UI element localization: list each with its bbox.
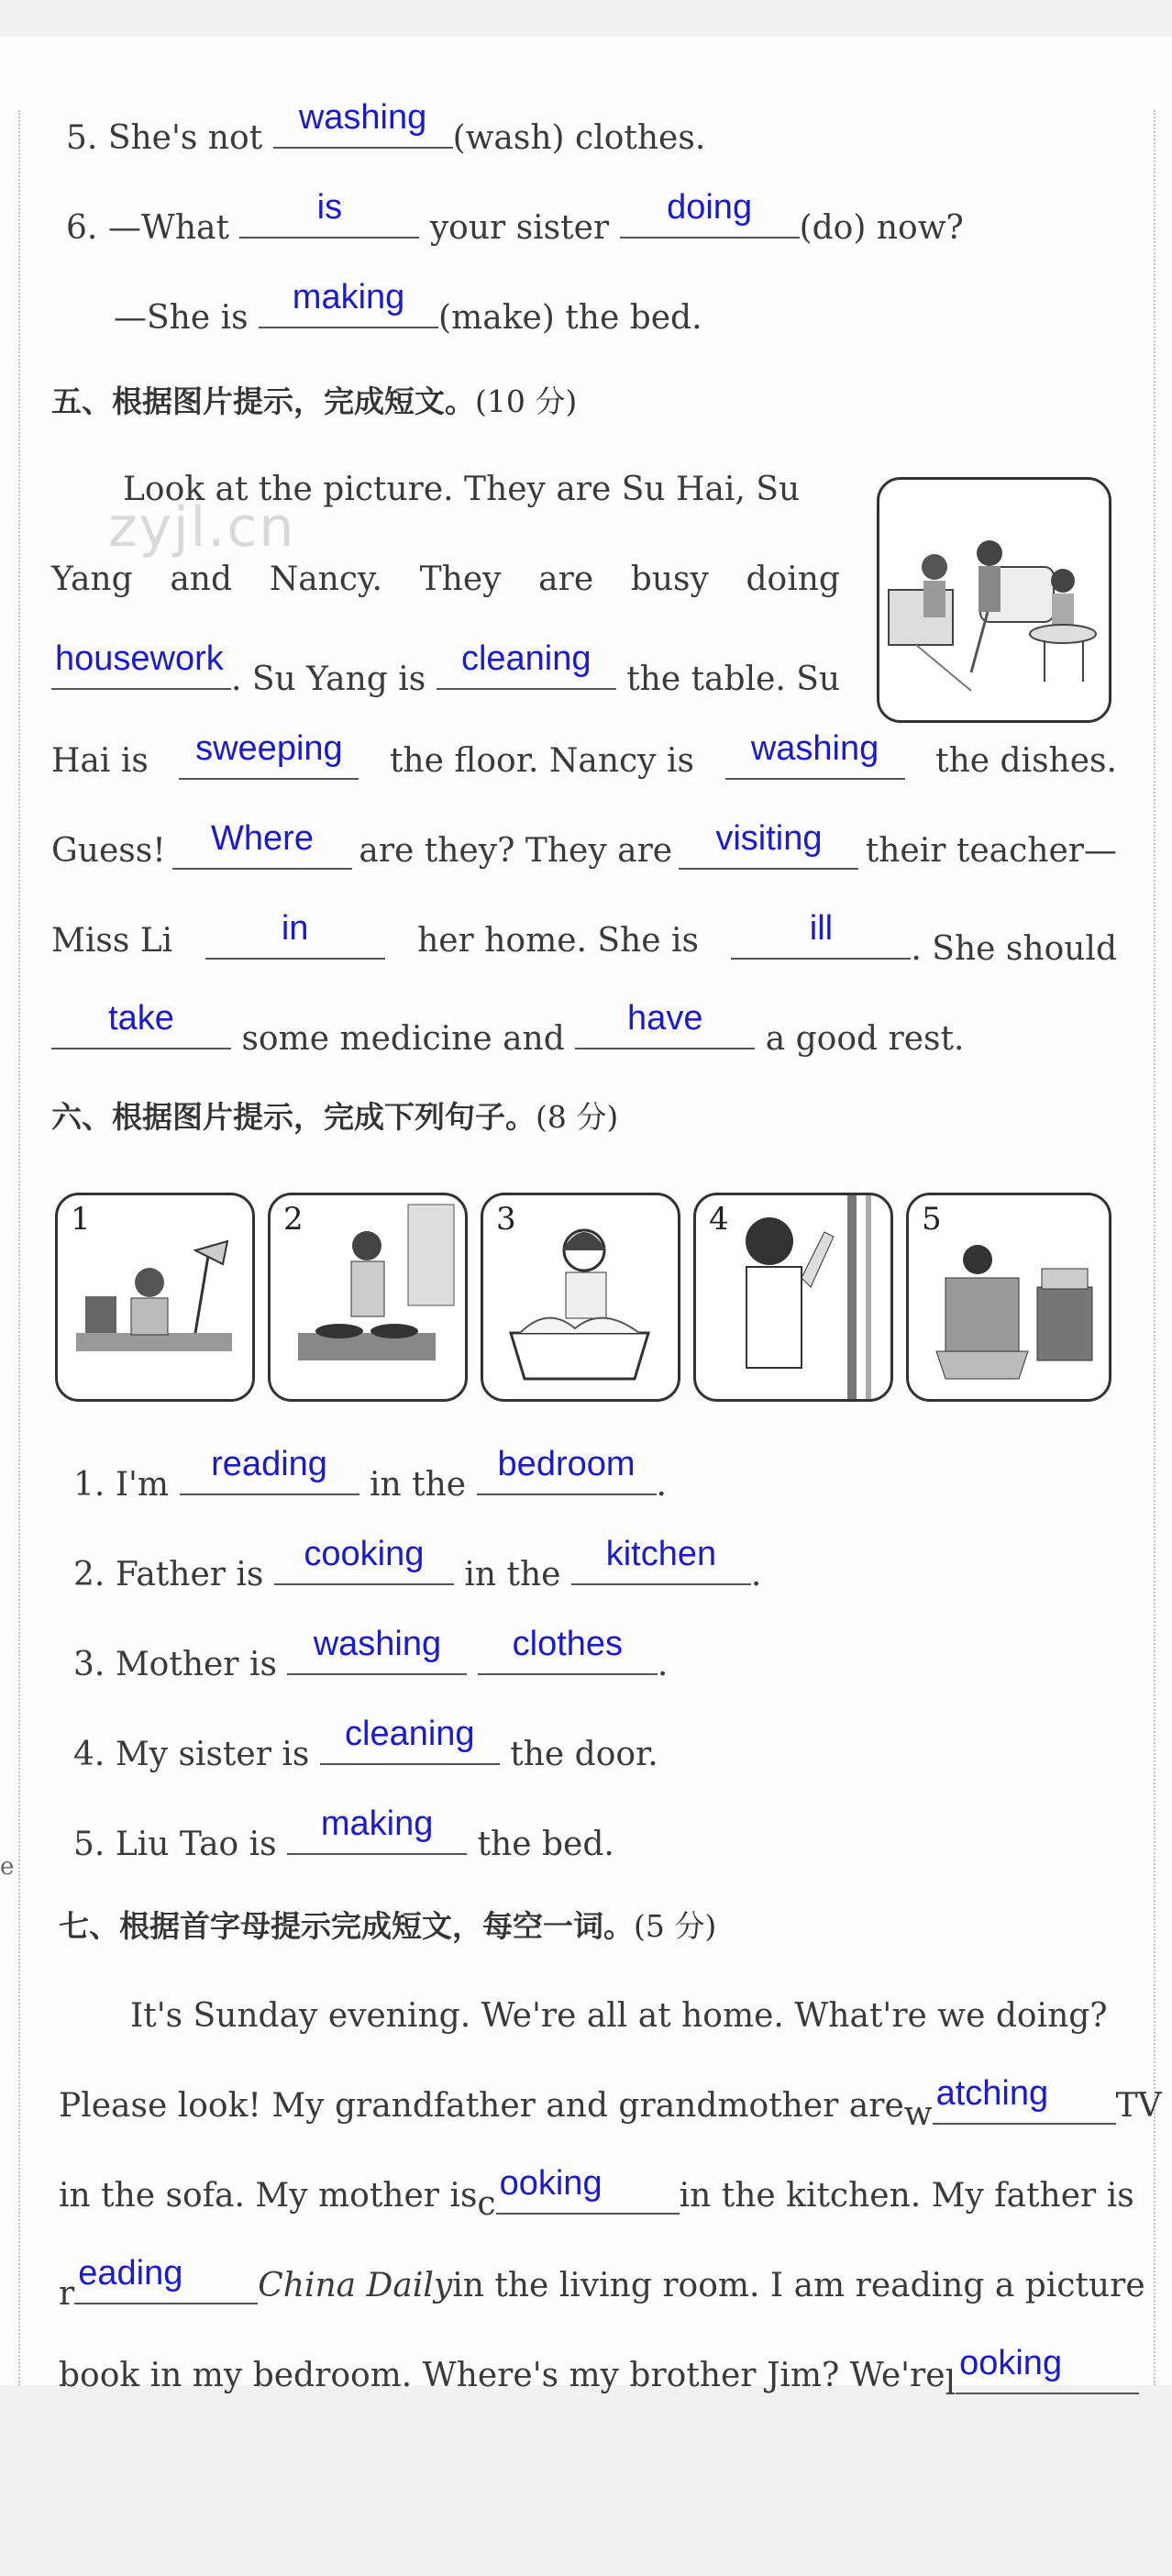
margin-fragment: e [0,1853,15,1881]
blank-reading[interactable]: reading [180,1457,359,1495]
blank-cooking-2[interactable]: ooking [496,2176,680,2215]
q6-line: 6. —What is your sister doing (do) now? [66,188,964,247]
blank-bedroom[interactable]: bedroom [477,1457,657,1495]
picture-making-bed: 5 [906,1193,1111,1402]
s6-sentence3: 3. Mother is washing clothes . [73,1625,669,1683]
s5-line5: Guess! Where are they? They are visiting their teacher— [51,819,1117,870]
blank-kitchen[interactable]: kitchen [571,1547,751,1585]
s5-line7: take some medicine and have a good rest. [51,1011,964,1060]
blank-washing[interactable]: washing [287,1637,467,1675]
s6-sentence2: 2. Father is cooking in the kitchen . [73,1535,762,1593]
s6-sentence5: 5. Liu Tao is making the bed. [73,1804,614,1863]
blank-visiting[interactable]: visiting [679,831,858,870]
s5-line3: housework . Su Yang is cleaning the table. Su [51,651,840,700]
q6b-line: —She is making (make) the bed. [114,278,702,337]
picture-cleaning-door: 4 [693,1193,893,1402]
blank-where[interactable]: Where [172,831,352,870]
blank-reading-2[interactable]: eading [74,2266,258,2304]
s7-line2: Please look! My grandfather and grandmother are w atching TV [59,2074,1162,2133]
blank-cooking[interactable]: cooking [274,1547,454,1585]
blank-in[interactable]: in [205,921,385,960]
blank-looking[interactable]: ooking [956,2356,1139,2394]
picture-washing-clothes: 3 [481,1193,680,1402]
blank-have[interactable]: have [575,1011,755,1049]
q6-blank-1[interactable]: is [239,200,419,239]
s7-line3: in the sofa. My mother is c ooking in the kitchen. My father is [59,2164,1134,2223]
blank-clothes[interactable]: clothes [478,1637,658,1675]
q5-line: 5. She's not washing (wash) clothes. [66,98,706,157]
s5-line4: Hai is sweeping the floor. Nancy is washing the dishes. [51,729,1117,780]
section5-heading: 五、根据图片提示，完成短文。(10 分) [51,383,578,419]
blank-cleaning[interactable]: cleaning [437,651,616,690]
blank-watching[interactable]: atching [933,2086,1116,2125]
s7-line5: book in my bedroom. Where's my brother Jim? We're l ooking [59,2356,1119,2404]
s5-line1: Look at the picture. They are Su Hai, Su [123,471,801,508]
blank-cleaning-door[interactable]: cleaning [320,1727,500,1765]
household-chores-picture [877,477,1111,723]
q5-blank[interactable]: washing [273,110,453,149]
section7-heading: 七、根据首字母提示完成短文，每空一词。(5 分) [59,1908,717,1944]
s5-line2: Yang and Nancy. They are busy doing [51,561,840,598]
blank-washing-dishes[interactable]: washing [725,741,905,780]
margin-dotted-line [18,110,20,2385]
q6-blank-2[interactable]: doing [620,200,800,239]
s6-sentence4: 4. My sister is cleaning the door. [73,1715,658,1773]
blank-making[interactable]: making [287,1816,467,1855]
watermark: zyjl.cn [108,495,296,560]
s6-sentence1: 1. I'm reading in the bedroom . [73,1445,667,1504]
s7-line4: r eading China Daily in the living room. I am reading a picture [59,2254,1145,2313]
s7-line1: It's Sunday evening. We're all at home. What're we doing? [130,1997,1108,2035]
q6b-blank[interactable]: making [259,290,438,328]
picture-cooking: 2 [268,1193,468,1402]
section6-heading: 六、根据图片提示，完成下列句子。(8 分) [51,1099,619,1135]
margin-dotted-line-right [1154,110,1155,2385]
s5-line6: Miss Li in her home. She is ill . She should [51,909,1117,968]
blank-sweeping[interactable]: sweeping [179,741,359,780]
blank-ill[interactable]: ill [731,921,911,960]
picture-reading: 1 [55,1193,255,1402]
blank-housework[interactable]: housework [51,651,231,690]
blank-take[interactable]: take [51,1011,231,1049]
